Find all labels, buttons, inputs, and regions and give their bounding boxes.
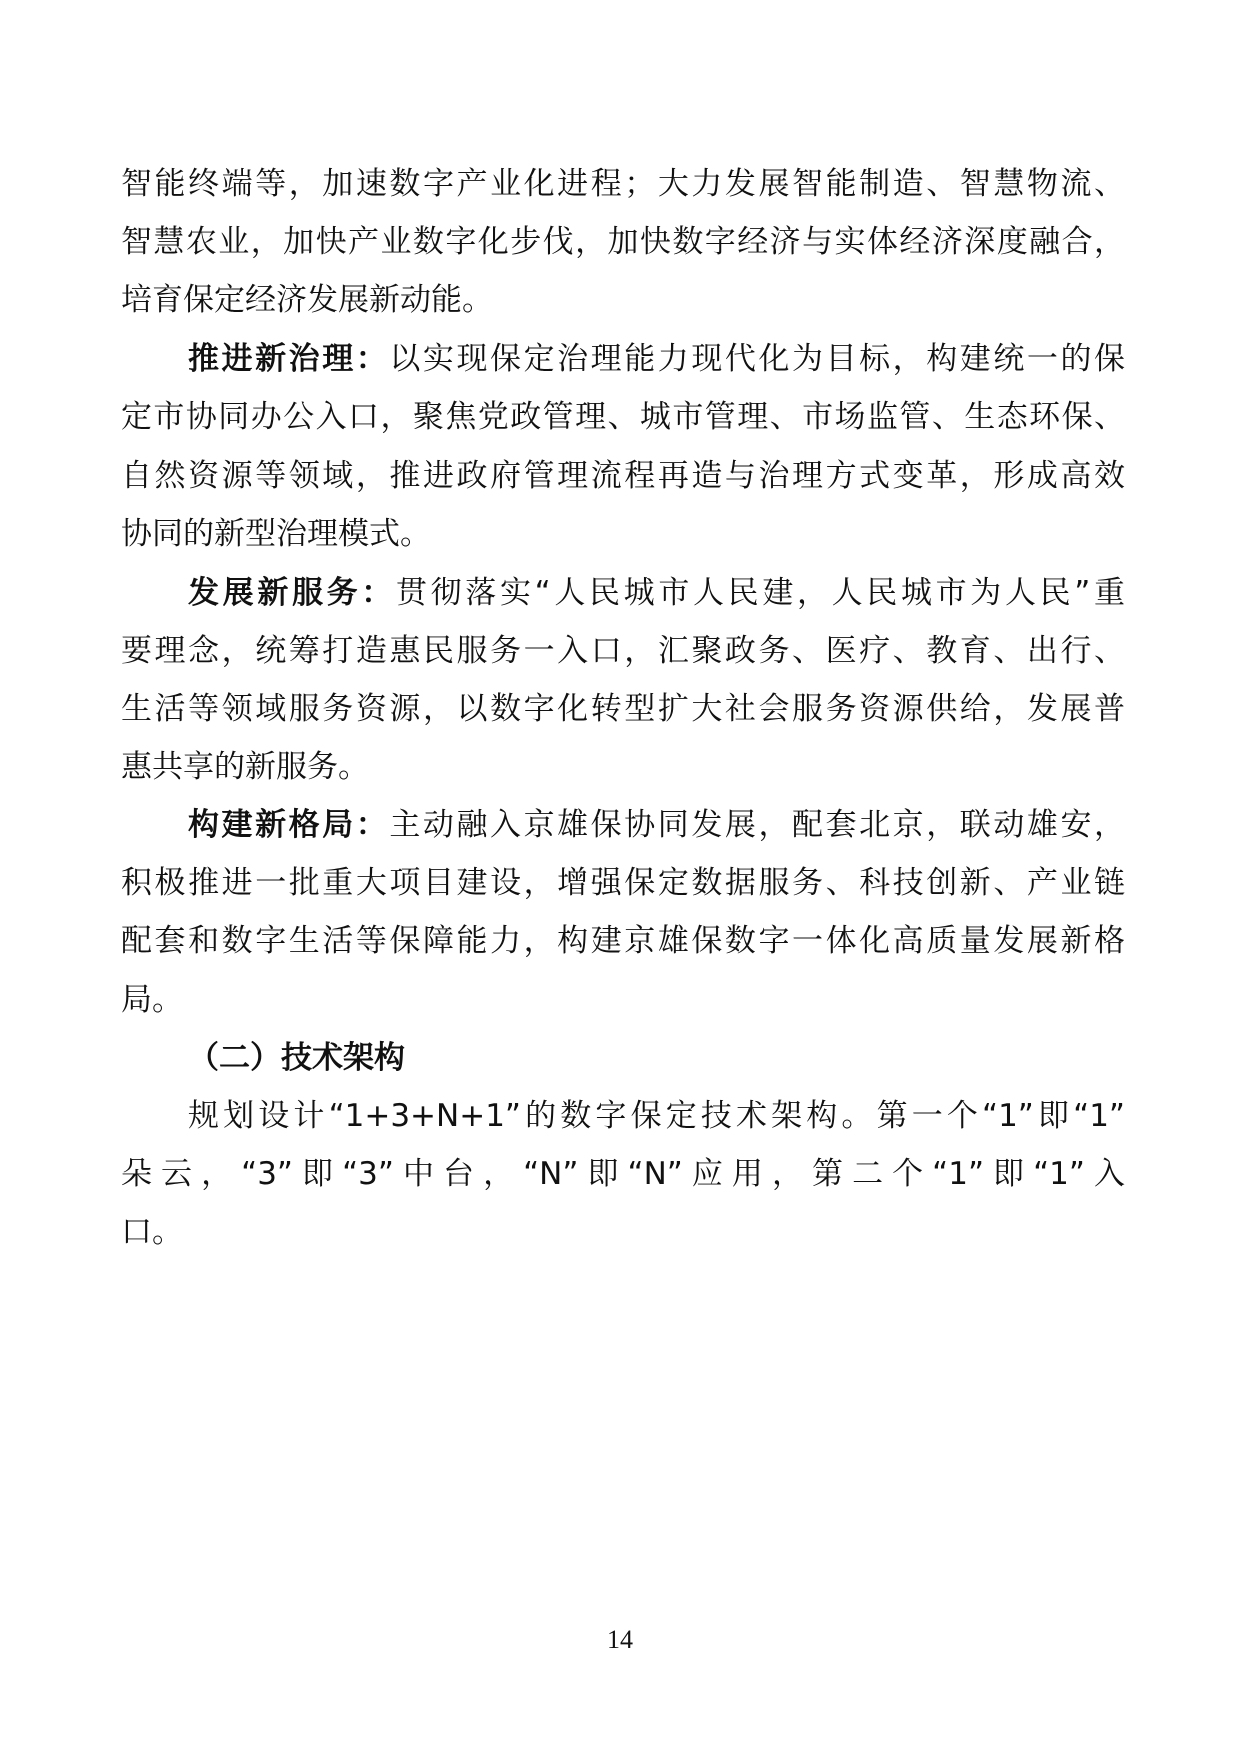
paragraph-line: 协同的新型治理模式。 bbox=[121, 516, 431, 552]
paragraph-first-line bbox=[188, 330, 1125, 388]
paragraph-first-line bbox=[188, 564, 1125, 622]
paragraph-lead: 发展新服务： bbox=[188, 575, 396, 611]
paragraph-line: 培育保定经济发展新动能。 bbox=[121, 282, 493, 318]
paragraph-lead: 构建新格局： bbox=[188, 807, 390, 843]
paragraph-lead: 推进新治理： bbox=[188, 341, 390, 377]
page-number: 14 bbox=[607, 1625, 633, 1654]
paragraph-line: 自然资源等领域，推进政府管理流程再造与治理方式变革，形成高效 bbox=[121, 458, 1125, 494]
paragraph-line: 朵云，“3”即“3”中台，“N”即“N”应用，第二个“1”即“1”入 bbox=[121, 1156, 1125, 1192]
paragraph-line: 配套和数字生活等保障能力，构建京雄保数字一体化高质量发展新格 bbox=[121, 923, 1125, 959]
paragraph-line: 智慧农业，加快产业数字化步伐，加快数字经济与实体经济深度融合， bbox=[121, 224, 1125, 260]
paragraph-line: 积极推进一批重大项目建设，增强保定数据服务、科技创新、产业链 bbox=[121, 865, 1125, 901]
paragraph-line: 要理念，统筹打造惠民服务一入口，汇聚政务、医疗、教育、出行、 bbox=[121, 633, 1125, 669]
paragraph-first-line bbox=[188, 796, 1125, 854]
paragraph-first-line: 规划设计“1+3+N+1”的数字保定技术架构。第一个“1”即“1” bbox=[188, 1098, 1125, 1134]
paragraph-text: 以实现保定治理能力现代化为目标，构建统一的保 bbox=[389, 341, 1126, 377]
paragraph-text: 主动融入京雄保协同发展，配套北京，联动雄安， bbox=[389, 807, 1126, 843]
paragraph-line: 定市协同办公入口，聚焦党政管理、城市管理、市场监管、生态环保、 bbox=[121, 399, 1125, 435]
section-heading: （二）技术架构 bbox=[188, 1040, 405, 1076]
paragraph-line: 局。 bbox=[121, 982, 183, 1018]
paragraph-line: 智能终端等，加速数字产业化进程；大力发展智能制造、智慧物流、 bbox=[121, 166, 1125, 202]
paragraph-line: 生活等领域服务资源，以数字化转型扩大社会服务资源供给，发展普 bbox=[121, 691, 1125, 727]
paragraph-line: 惠共享的新服务。 bbox=[121, 749, 369, 785]
paragraph-line: 口。 bbox=[121, 1214, 183, 1250]
paragraph-text: 贯彻落实“人民城市人民建，人民城市为人民”重 bbox=[395, 575, 1126, 611]
